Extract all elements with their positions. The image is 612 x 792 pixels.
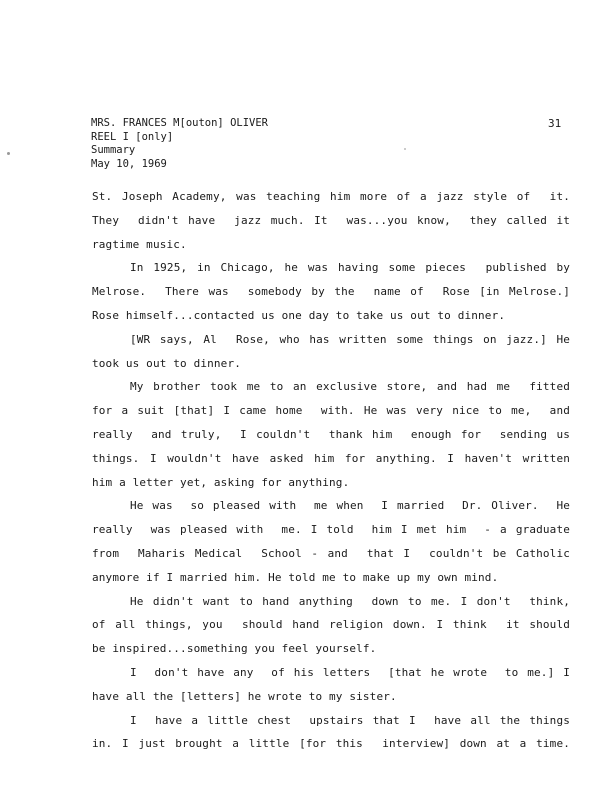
transcript-line: In 1925, in Chicago, he was having some pieces published by [130, 261, 570, 275]
transcript-line: I have a little chest upstairs that I have all the things [130, 713, 570, 727]
interviewee-name: MRS. FRANCES M[outon] OLIVER [91, 117, 269, 129]
transcript-line: from Maharis Medical School - and that I couldn't be Catholic [92, 546, 570, 560]
transcript-line: of all things, you should hand religion down. I think it should [92, 618, 570, 632]
transcript-line: St. Joseph Academy, was teaching him more of a jazz style of it. [92, 190, 570, 203]
transcript-line: He was so pleased with me when I married Dr. Oliver. He [130, 499, 570, 513]
transcript-line: anymore if I married him. He told me to make up my own mind. [92, 570, 499, 584]
transcript-line: Melrose. There was somebody by the name of Rose [in Melrose.] [92, 285, 570, 299]
transcript-line: [WR says, Al Rose, who has written some things on jazz.] He [130, 332, 570, 346]
interview-date: May 10, 1969 [91, 157, 167, 170]
transcript-line: really and truly, I couldn't thank him enough for sending us [92, 427, 570, 441]
transcript-line: My brother took me to an exclusive store, and had me fitted [130, 380, 570, 394]
reel-label: REEL I [only] [91, 130, 174, 143]
summary-label: Summary [91, 144, 136, 156]
transcript-body [92, 185, 570, 756]
transcript-line: ragtime music. [92, 237, 187, 251]
transcript-line: things. I wouldn't have asked him for anything. I haven't written [92, 451, 570, 465]
transcript-line: in. I just brought a little [for this interview] down at a time. [92, 737, 570, 751]
transcript-line: him a letter yet, asking for anything. [92, 475, 350, 489]
transcript-line: have all the [letters] he wrote to my sister. [92, 689, 397, 703]
transcript-line: Rose himself...contacted us one day to take us out to dinner. [92, 308, 506, 322]
transcript-line: really was pleased with me. I told him I met him - a graduate [92, 523, 570, 537]
transcript-header [91, 117, 268, 171]
transcript-line: I don't have any of his letters [that he wrote to me.] I [130, 665, 570, 679]
transcript-line: They didn't have jazz much. It was...you know, they called it [92, 213, 570, 227]
transcript-line: for a suit [that] I came home with. He was very nice to me, and [92, 404, 570, 418]
page-number: 31 [548, 117, 562, 130]
transcript-line: be inspired...something you feel yourself. [92, 642, 377, 656]
scan-speck [7, 152, 10, 155]
transcript-line: took us out to dinner. [92, 356, 241, 370]
transcript-line: He didn't want to hand anything down to me. I don't think, [130, 594, 570, 608]
scan-speck [404, 148, 406, 150]
